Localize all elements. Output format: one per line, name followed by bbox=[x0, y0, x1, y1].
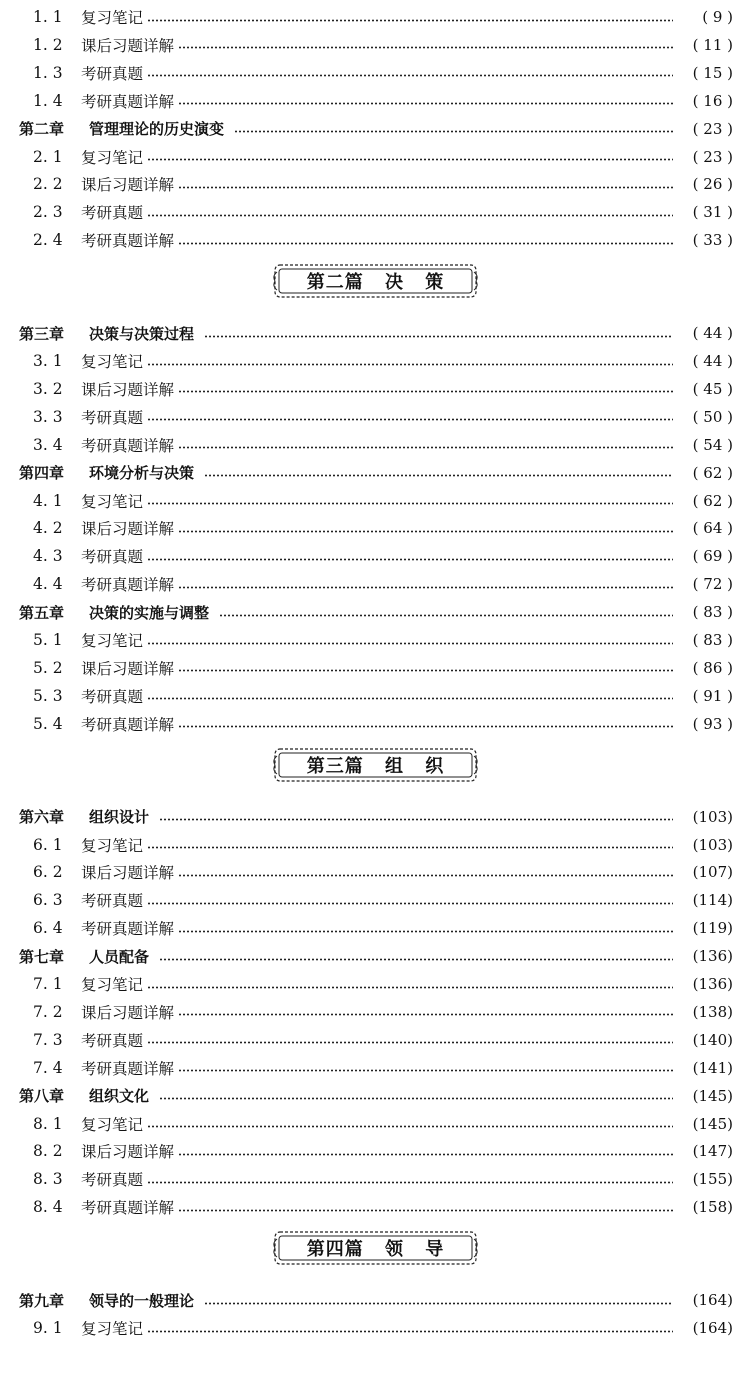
chapter-entry[interactable] bbox=[0, 116, 750, 142]
dot-leader bbox=[178, 530, 673, 533]
section-entry[interactable] bbox=[0, 711, 750, 737]
entry-number: 7. 4 bbox=[33, 1058, 63, 1077]
dot-leader bbox=[147, 1181, 673, 1184]
entry-number: 第八章 bbox=[19, 1087, 65, 1106]
dot-leader bbox=[147, 697, 673, 700]
page-number: ( 31 ) bbox=[692, 203, 733, 222]
section-entry[interactable] bbox=[0, 887, 750, 913]
page-number: (119) bbox=[692, 919, 733, 938]
entry-title: 考研真题详解 bbox=[81, 1059, 175, 1078]
entry-number: 1. 2 bbox=[33, 35, 63, 54]
entry-number: 8. 3 bbox=[33, 1170, 63, 1189]
entry-title: 课后习题详解 bbox=[81, 659, 175, 678]
dot-leader bbox=[178, 102, 673, 105]
section-entry[interactable] bbox=[0, 859, 750, 885]
dot-leader bbox=[159, 958, 673, 961]
entry-title: 考研真题详解 bbox=[81, 436, 175, 455]
page-number: (103) bbox=[692, 807, 733, 826]
entry-number: 4. 3 bbox=[33, 547, 63, 566]
entry-number: 4. 2 bbox=[33, 519, 63, 538]
chapter-entry[interactable] bbox=[0, 804, 750, 830]
section-entry[interactable] bbox=[0, 60, 750, 86]
page-number: (136) bbox=[692, 975, 733, 993]
entry-title: 考研真题 bbox=[81, 1031, 144, 1050]
section-entry[interactable] bbox=[0, 515, 750, 541]
page-number: ( 23 ) bbox=[692, 119, 733, 138]
page-number: (155) bbox=[692, 1170, 733, 1189]
section-entry[interactable] bbox=[0, 1027, 750, 1053]
entry-number: 7. 3 bbox=[33, 1030, 63, 1049]
page-number: (136) bbox=[692, 947, 733, 966]
entry-title: 考研真题 bbox=[81, 204, 144, 223]
section-entry[interactable] bbox=[0, 1111, 750, 1137]
entry-number: 6. 1 bbox=[33, 835, 63, 854]
section-entry[interactable] bbox=[0, 32, 750, 58]
entry-title: 考研真题 bbox=[81, 64, 144, 83]
entry-title: 课后习题详解 bbox=[81, 176, 175, 195]
page-number: ( 83 ) bbox=[692, 603, 733, 622]
page-number: (138) bbox=[692, 1002, 733, 1021]
section-entry[interactable] bbox=[0, 915, 750, 941]
entry-title: 组织文化 bbox=[89, 1087, 150, 1106]
dot-leader bbox=[204, 474, 673, 477]
entry-title: 考研真题 bbox=[81, 687, 144, 706]
entry-number: 1. 4 bbox=[33, 91, 63, 110]
chapter-entry[interactable] bbox=[0, 1287, 750, 1313]
dot-leader bbox=[178, 874, 673, 877]
entry-number: 2. 4 bbox=[33, 231, 63, 250]
dot-leader bbox=[219, 614, 673, 617]
entry-title: 课后习题详解 bbox=[81, 520, 175, 539]
entry-number: 7. 2 bbox=[33, 1002, 63, 1021]
section-entry[interactable] bbox=[0, 971, 750, 997]
entry-number: 6. 2 bbox=[33, 863, 63, 882]
part-banner bbox=[272, 745, 479, 785]
entry-title: 复习笔记 bbox=[81, 9, 144, 27]
entry-number: 3. 2 bbox=[33, 379, 63, 398]
dot-leader bbox=[147, 1125, 673, 1128]
entry-title: 考研真题详解 bbox=[81, 920, 175, 939]
page-number: ( 45 ) bbox=[692, 379, 733, 398]
entry-title: 复习笔记 bbox=[81, 353, 144, 371]
dot-leader bbox=[178, 1153, 673, 1156]
page-number: ( 16 ) bbox=[692, 91, 733, 110]
entry-title: 复习笔记 bbox=[81, 976, 144, 994]
entry-number: 3. 3 bbox=[33, 407, 63, 426]
page-number: (145) bbox=[692, 1086, 733, 1105]
part-title: 第四篇 领 导 bbox=[306, 1239, 445, 1261]
page-number: (114) bbox=[692, 891, 733, 910]
section-entry[interactable] bbox=[0, 571, 750, 597]
page-number: ( 93 ) bbox=[692, 714, 733, 733]
page-number: ( 54 ) bbox=[692, 435, 733, 454]
page-number: ( 69 ) bbox=[692, 547, 733, 566]
entry-title: 决策的实施与调整 bbox=[89, 603, 210, 622]
dot-leader bbox=[147, 74, 673, 77]
entry-title: 领导的一般理论 bbox=[89, 1291, 195, 1310]
chapter-entry[interactable] bbox=[0, 1083, 750, 1109]
dot-leader bbox=[147, 846, 673, 849]
dot-leader bbox=[159, 818, 673, 821]
dot-leader bbox=[178, 1209, 673, 1212]
entry-number: 5. 3 bbox=[33, 686, 63, 705]
entry-number: 2. 1 bbox=[33, 147, 63, 166]
entry-title: 考研真题 bbox=[81, 548, 144, 567]
entry-title: 考研真题 bbox=[81, 408, 144, 427]
chapter-entry[interactable] bbox=[0, 599, 750, 625]
entry-title: 课后习题详解 bbox=[81, 1003, 175, 1022]
dot-leader bbox=[178, 1069, 673, 1072]
page-number: ( 15 ) bbox=[692, 63, 733, 82]
entry-title: 复习笔记 bbox=[81, 148, 144, 167]
dot-leader bbox=[147, 158, 673, 161]
dot-leader bbox=[147, 418, 673, 421]
page-number: ( 23 ) bbox=[692, 147, 733, 166]
entry-title: 组织设计 bbox=[89, 808, 150, 827]
entry-number: 8. 1 bbox=[33, 1114, 63, 1133]
entry-number: 第三章 bbox=[19, 324, 65, 343]
entry-number: 7. 1 bbox=[33, 975, 63, 993]
page-number: (140) bbox=[692, 1030, 733, 1049]
section-entry[interactable] bbox=[0, 348, 750, 374]
section-entry[interactable] bbox=[0, 655, 750, 681]
entry-title: 考研真题详解 bbox=[81, 715, 175, 734]
dot-leader bbox=[204, 1302, 673, 1305]
entry-title: 考研真题 bbox=[81, 1171, 144, 1190]
section-entry[interactable] bbox=[0, 88, 750, 114]
section-entry[interactable] bbox=[0, 1194, 750, 1220]
entry-number: 4. 4 bbox=[33, 575, 63, 594]
page-number: (164) bbox=[692, 1319, 733, 1337]
dot-leader bbox=[178, 46, 673, 49]
entry-number: 8. 4 bbox=[33, 1198, 63, 1217]
dot-leader bbox=[147, 558, 673, 561]
section-entry[interactable] bbox=[0, 144, 750, 170]
dot-leader bbox=[178, 186, 673, 189]
part-title: 第二篇 决 策 bbox=[306, 272, 445, 294]
section-entry[interactable] bbox=[0, 199, 750, 225]
entry-title: 课后习题详解 bbox=[81, 864, 175, 883]
entry-title: 考研真题详解 bbox=[81, 1199, 175, 1218]
section-entry[interactable] bbox=[0, 488, 750, 514]
dot-leader bbox=[178, 1013, 673, 1016]
entry-number: 3. 1 bbox=[33, 352, 63, 370]
entry-number: 第六章 bbox=[19, 808, 65, 827]
entry-number: 第二章 bbox=[19, 120, 65, 139]
entry-title: 复习笔记 bbox=[81, 632, 144, 650]
page-number: ( 33 ) bbox=[692, 231, 733, 250]
dot-leader bbox=[147, 502, 673, 505]
dot-leader bbox=[178, 390, 673, 393]
page-number: ( 62 ) bbox=[692, 491, 733, 510]
page-number: ( 44 ) bbox=[692, 352, 733, 370]
page-number: ( 62 ) bbox=[692, 463, 733, 482]
page-number: ( 86 ) bbox=[692, 658, 733, 677]
entry-title: 考研真题详解 bbox=[81, 232, 175, 251]
page-number: (107) bbox=[692, 863, 733, 882]
dot-leader bbox=[147, 19, 673, 22]
page-number: (164) bbox=[692, 1291, 733, 1310]
entry-title: 课后习题详解 bbox=[81, 380, 175, 399]
entry-title: 复习笔记 bbox=[81, 1320, 144, 1338]
entry-number: 5. 4 bbox=[33, 714, 63, 733]
dot-leader bbox=[234, 130, 673, 133]
page-number: ( 64 ) bbox=[692, 519, 733, 538]
page-number: ( 72 ) bbox=[692, 575, 733, 594]
entry-number: 4. 1 bbox=[33, 491, 63, 510]
entry-number: 第五章 bbox=[19, 603, 65, 622]
entry-number: 9. 1 bbox=[33, 1319, 63, 1337]
chapter-entry[interactable] bbox=[0, 320, 750, 346]
page-number: ( 9 ) bbox=[702, 8, 733, 26]
page-number: (145) bbox=[692, 1114, 733, 1133]
part-banner bbox=[272, 261, 479, 301]
section-entry[interactable] bbox=[0, 171, 750, 197]
dot-leader bbox=[204, 335, 673, 338]
entry-title: 课后习题详解 bbox=[81, 1143, 175, 1162]
entry-number: 6. 3 bbox=[33, 891, 63, 910]
dot-leader bbox=[178, 725, 673, 728]
section-entry[interactable] bbox=[0, 4, 750, 30]
entry-title: 环境分析与决策 bbox=[89, 464, 195, 483]
entry-number: 2. 3 bbox=[33, 203, 63, 222]
part-title: 第三篇 组 织 bbox=[306, 755, 445, 777]
entry-title: 决策与决策过程 bbox=[89, 324, 195, 343]
section-entry[interactable] bbox=[0, 627, 750, 653]
dot-leader bbox=[147, 902, 673, 905]
entry-number: 5. 2 bbox=[33, 658, 63, 677]
part-banner bbox=[272, 1228, 479, 1268]
chapter-entry[interactable] bbox=[0, 943, 750, 969]
dot-leader bbox=[147, 1330, 673, 1333]
entry-title: 复习笔记 bbox=[81, 836, 144, 855]
section-entry[interactable] bbox=[0, 227, 750, 253]
dot-leader bbox=[178, 242, 673, 245]
page-number: ( 11 ) bbox=[692, 35, 733, 54]
page-number: ( 26 ) bbox=[692, 175, 733, 194]
section-entry[interactable] bbox=[0, 999, 750, 1025]
section-entry[interactable] bbox=[0, 1315, 750, 1341]
chapter-entry[interactable] bbox=[0, 460, 750, 486]
dot-leader bbox=[159, 1097, 673, 1100]
entry-number: 2. 2 bbox=[33, 175, 63, 194]
section-entry[interactable] bbox=[0, 376, 750, 402]
dot-leader bbox=[147, 642, 673, 645]
dot-leader bbox=[178, 930, 673, 933]
entry-title: 考研真题详解 bbox=[81, 576, 175, 595]
section-entry[interactable] bbox=[0, 1138, 750, 1164]
section-entry[interactable] bbox=[0, 404, 750, 430]
section-entry[interactable] bbox=[0, 683, 750, 709]
entry-number: 1. 1 bbox=[33, 8, 63, 26]
dot-leader bbox=[178, 586, 673, 589]
entry-number: 5. 1 bbox=[33, 631, 63, 649]
entry-number: 第九章 bbox=[19, 1291, 65, 1310]
entry-number: 8. 2 bbox=[33, 1142, 63, 1161]
section-entry[interactable] bbox=[0, 1055, 750, 1081]
entry-number: 3. 4 bbox=[33, 435, 63, 454]
dot-leader bbox=[147, 1041, 673, 1044]
section-entry[interactable] bbox=[0, 432, 750, 458]
section-entry[interactable] bbox=[0, 832, 750, 858]
entry-title: 考研真题详解 bbox=[81, 92, 175, 111]
section-entry[interactable] bbox=[0, 543, 750, 569]
entry-number: 第七章 bbox=[19, 947, 65, 966]
entry-title: 考研真题 bbox=[81, 892, 144, 911]
entry-number: 第四章 bbox=[19, 464, 65, 483]
entry-number: 1. 3 bbox=[33, 63, 63, 82]
page-number: ( 50 ) bbox=[692, 407, 733, 426]
page-number: (158) bbox=[692, 1198, 733, 1217]
page-number: (147) bbox=[692, 1142, 733, 1161]
page-number: ( 83 ) bbox=[692, 631, 733, 649]
section-entry[interactable] bbox=[0, 1166, 750, 1192]
entry-title: 管理理论的历史演变 bbox=[89, 120, 225, 139]
entry-title: 课后习题详解 bbox=[81, 36, 175, 55]
entry-title: 人员配备 bbox=[89, 947, 150, 966]
entry-title: 复习笔记 bbox=[81, 492, 144, 511]
entry-title: 复习笔记 bbox=[81, 1115, 144, 1134]
dot-leader bbox=[147, 214, 673, 217]
entry-number: 6. 4 bbox=[33, 919, 63, 938]
dot-leader bbox=[147, 986, 673, 989]
page-number: (103) bbox=[692, 835, 733, 854]
page-number: (141) bbox=[692, 1058, 733, 1077]
dot-leader bbox=[178, 446, 673, 449]
page-number: ( 44 ) bbox=[692, 324, 733, 343]
dot-leader bbox=[147, 363, 673, 366]
dot-leader bbox=[178, 669, 673, 672]
page-number: ( 91 ) bbox=[692, 686, 733, 705]
